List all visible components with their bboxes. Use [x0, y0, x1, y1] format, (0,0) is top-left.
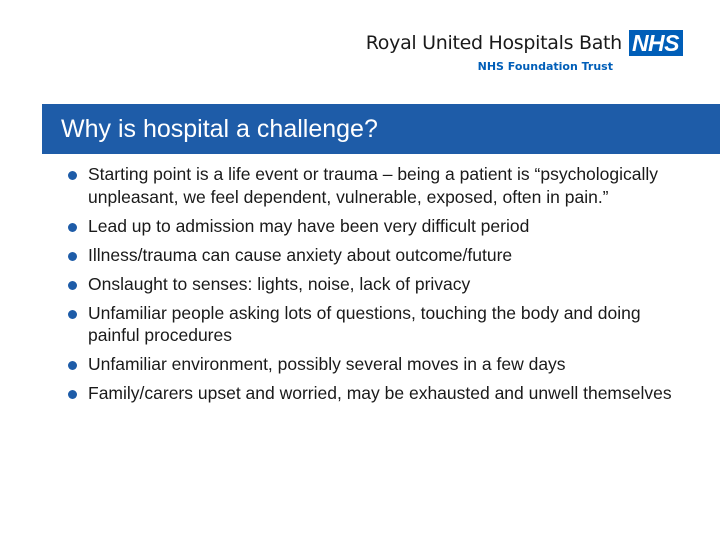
bullet-dot-icon [68, 390, 77, 399]
slide-title: Why is hospital a challenge? [61, 114, 378, 143]
bullet-item [68, 273, 688, 296]
bullet-dot-icon [68, 310, 77, 319]
bullet-text: Illness/trauma can cause anxiety about outcome/future [88, 244, 513, 265]
bullet-text: Lead up to admission may have been very difficult period [88, 215, 530, 236]
bullet-dot-icon [68, 223, 77, 232]
nhs-logo: NHS [629, 30, 683, 56]
bullet-item [68, 353, 688, 376]
bullet-item [68, 382, 688, 405]
bullet-text: Unfamiliar people asking lots of questions, touching the body and doing painful procedures [88, 302, 641, 345]
bullet-dot-icon [68, 171, 77, 180]
bullet-item [68, 163, 688, 208]
bullet-text: Starting point is a life event or trauma – being a patient is “psychologically unpleasant, we feel dependent, vulnerable, exposed, often in pain.” [88, 164, 659, 207]
bullet-item [68, 302, 688, 347]
bullet-dot-icon [68, 252, 77, 261]
title-bar [42, 104, 720, 154]
organization-name: Royal United Hospitals Bath [365, 32, 622, 54]
bullet-text: Onslaught to senses: lights, noise, lack of privacy [88, 273, 471, 294]
bullet-text: Family/carers upset and worried, may be exhausted and unwell themselves [88, 383, 672, 403]
bullet-item [68, 244, 688, 267]
hospital-logo [366, 30, 683, 73]
logo-row [366, 30, 683, 56]
bullet-dot-icon [68, 361, 77, 370]
bullet-text: Unfamiliar environment, possibly several moves in a few days [88, 354, 566, 374]
bullet-list [68, 163, 688, 411]
trust-name: NHS Foundation Trust [477, 60, 613, 73]
bullet-dot-icon [68, 281, 77, 290]
bullet-item [68, 215, 688, 238]
